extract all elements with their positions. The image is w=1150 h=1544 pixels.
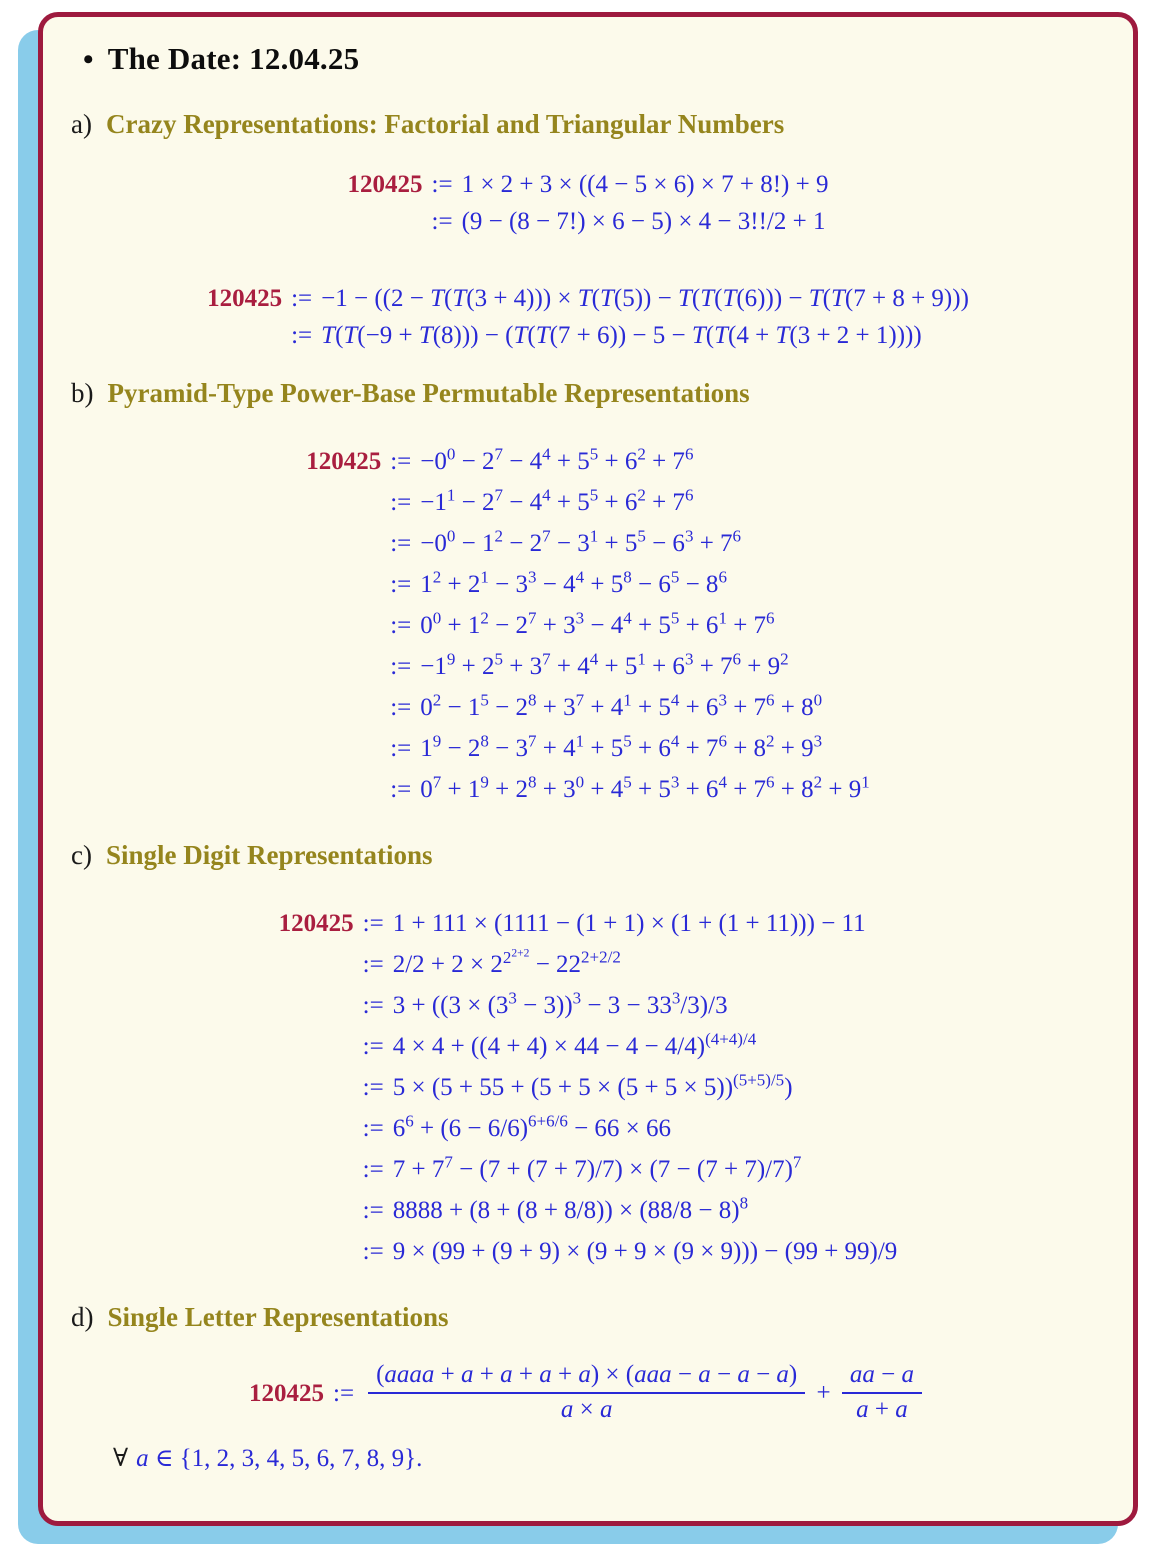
equation-formula: := $1^9 - 2^8 - 3^7 + 4^1 + 5^5 + 6^4 + 7^6 + 8^2 + 9^3$ bbox=[390, 731, 823, 762]
assign-symbol: := bbox=[362, 1156, 384, 1183]
equation-number bbox=[306, 605, 390, 646]
assign-symbol: := bbox=[431, 208, 453, 235]
section-heading-c bbox=[71, 840, 1133, 871]
equation-formula: := $-1^9 + 2^5 + 3^7 + 4^4 + 5^1 + 6^3 + 7^6 + 9^2$ bbox=[390, 649, 789, 680]
equation-number bbox=[306, 646, 390, 687]
equation-number bbox=[279, 985, 363, 1026]
equation-number bbox=[279, 1231, 363, 1272]
equation-number: 120425 bbox=[207, 285, 283, 312]
equation-row bbox=[249, 1363, 927, 1427]
equation-formula: := 9 × (99 + (9 + 9) × (9 + 9 × (9 × 9))) − (99 + 99)/9 bbox=[362, 1238, 898, 1265]
equation-number bbox=[279, 1108, 363, 1149]
equation-formula: := $0^2 - 1^5 - 2^8 + 3^7 + 4^1 + 5^4 + 6^3 + 7^6 + 8^0$ bbox=[390, 690, 823, 721]
section-heading-text: Single Digit Representations bbox=[105, 840, 433, 870]
assign-symbol: := bbox=[362, 1197, 384, 1224]
equation-formula: := $3 + ((3 \times (3^3 - 3))^3 - 3 - 33^3/3)/3$ bbox=[362, 988, 728, 1019]
equation-row bbox=[279, 1231, 898, 1272]
equation-block bbox=[207, 280, 969, 354]
equation-formula: := $7 + 7^7 - (7 + (7 + 7)/7) \times (7 - (7 + 7)/7)^7$ bbox=[362, 1152, 802, 1183]
equation-number bbox=[279, 1149, 363, 1190]
equation-formula: := −1 − ((2 − T(T(3 + 4))) × T(T(5)) − T(T(T(6))) − T(T(7 + 8 + 9))) bbox=[291, 285, 969, 312]
assign-symbol: := bbox=[390, 530, 412, 557]
assign-symbol: := bbox=[362, 951, 384, 978]
equation-formula: := $4 \times 4 + ((4 + 4) \times 44 - 4 - 4/4)^{(4+4)/4}$ bbox=[362, 1029, 757, 1060]
equation-formula: := 1 × 2 + 3 × ((4 − 5 × 6) × 7 + 8!) + 9 bbox=[431, 171, 829, 198]
assign-symbol: := bbox=[390, 776, 412, 803]
assign-symbol: := bbox=[431, 171, 453, 198]
fraction: $\frac{\text{(aaaa + a + a + a + a) × (aaa − a − a − a)}}{a \times a}$ bbox=[368, 1360, 805, 1424]
equation-row bbox=[279, 1067, 898, 1108]
forall-symbol: ∀ bbox=[113, 1445, 129, 1472]
assign-symbol: := bbox=[390, 735, 412, 762]
equation-number bbox=[306, 687, 390, 728]
equation-row bbox=[279, 1108, 898, 1149]
assign-symbol: := bbox=[362, 1074, 384, 1101]
assign-symbol: := bbox=[333, 1379, 355, 1407]
equation-formula: := (9 − (8 − 7!) × 6 − 5) × 4 − 3!!/2 + 1 bbox=[431, 208, 826, 235]
equation-number bbox=[279, 944, 363, 985]
equation-formula: := $-0^0 - 2^7 - 4^4 + 5^5 + 6^2 + 7^6$ bbox=[390, 444, 694, 475]
equation-number bbox=[306, 728, 390, 769]
equation-block bbox=[348, 166, 829, 240]
equation-row bbox=[306, 564, 870, 605]
equation-number bbox=[279, 1026, 363, 1067]
equation-formula: := $0^7 + 1^9 + 2^8 + 3^0 + 4^5 + 5^3 + 6^4 + 7^6 + 8^2 + 9^1$ bbox=[390, 772, 870, 803]
assign-symbol: := bbox=[362, 1238, 384, 1265]
section-heading-a bbox=[71, 109, 1133, 140]
section-heading-b bbox=[71, 378, 1133, 409]
equation-row bbox=[306, 605, 870, 646]
bordered-note-card bbox=[38, 12, 1138, 1526]
assign-symbol: := bbox=[390, 653, 412, 680]
equation-row bbox=[348, 166, 829, 203]
equation-row bbox=[306, 482, 870, 523]
equation-number: 120425 bbox=[249, 1379, 325, 1407]
section-heading-d bbox=[71, 1302, 1133, 1333]
equation-number bbox=[306, 482, 390, 523]
equation-row bbox=[306, 523, 870, 564]
equation-row bbox=[279, 1149, 898, 1190]
equation-number bbox=[279, 1067, 363, 1108]
assign-symbol: := bbox=[390, 448, 412, 475]
equation-block bbox=[279, 903, 898, 1272]
equation-row bbox=[207, 317, 969, 354]
equation-row bbox=[306, 687, 870, 728]
equation-formula: := $-0^0 - 1^2 - 2^7 - 3^1 + 5^5 - 6^3 + 7^6$ bbox=[390, 526, 742, 557]
assign-symbol: := bbox=[362, 1033, 384, 1060]
section-label: a) bbox=[71, 109, 92, 139]
equation-formula: := $1^2 + 2^1 - 3^3 - 4^4 + 5^8 - 6^5 - 8^6$ bbox=[390, 567, 727, 598]
assign-symbol: := bbox=[390, 489, 412, 516]
section-label: d) bbox=[71, 1302, 94, 1332]
equation-formula: := $6^6 + (6 - 6/6)^{6+6/6} - 66 \times 66$ bbox=[362, 1111, 672, 1142]
equation-block bbox=[249, 1363, 927, 1427]
assign-symbol: := bbox=[390, 612, 412, 639]
equation-number: 120425 bbox=[278, 910, 354, 937]
equation-row bbox=[306, 769, 870, 810]
assign-symbol: := bbox=[362, 992, 384, 1019]
equation-number: 120425 bbox=[306, 448, 382, 475]
equation-number bbox=[306, 523, 390, 564]
section-label: b) bbox=[71, 378, 94, 408]
equation-formula: := $8888 + (8 + (8 + 8/8)) \times (88/8 - 8)^8$ bbox=[362, 1193, 749, 1224]
equation-number bbox=[306, 564, 390, 605]
section-b bbox=[43, 378, 1133, 810]
equation-row bbox=[306, 728, 870, 769]
equation-formula: := 1 + 111 × (1111 − (1 + 1) × (1 + (1 + 11))) − 11 bbox=[362, 910, 866, 937]
assign-symbol: := bbox=[291, 322, 313, 349]
assign-symbol: := bbox=[390, 694, 412, 721]
sections-container bbox=[43, 109, 1133, 1473]
equation-row bbox=[279, 985, 898, 1026]
section-heading-text: Single Letter Representations bbox=[107, 1302, 449, 1332]
equation-block bbox=[306, 441, 870, 810]
equation-formula: := $-1^1 - 2^7 - 4^4 + 5^5 + 6^2 + 7^6$ bbox=[390, 485, 694, 516]
section-d bbox=[43, 1302, 1133, 1473]
section-heading-text: Crazy Representations: Factorial and Triangular Numbers bbox=[105, 109, 785, 139]
bullet-icon: • bbox=[83, 43, 94, 76]
equation-number bbox=[348, 203, 432, 240]
equation-row bbox=[279, 1190, 898, 1231]
equation-row bbox=[279, 1026, 898, 1067]
equation-formula: := T(T(−9 + T(8))) − (T(T(7 + 6)) − 5 − T(T(4 + T(3 + 2 + 1)))) bbox=[291, 322, 922, 349]
forall-note: ∀ a ∈ {1, 2, 3, 4, 5, 6, 7, 8, 9}. bbox=[113, 1445, 423, 1472]
equation-number: 120425 bbox=[347, 171, 423, 198]
section-c bbox=[43, 840, 1133, 1272]
equation-number bbox=[279, 1190, 363, 1231]
fraction: $\frac{aa - a}{a + a}$ bbox=[842, 1360, 922, 1424]
equation-row bbox=[306, 646, 870, 687]
equation-formula: := $\frac{\text{(aaaa + a + a + a + a) × (aaa − a − a − a)}}{a \times a}$ + $\frac{aa - a}{a + a}$ bbox=[333, 1363, 927, 1427]
equation-number bbox=[207, 317, 291, 354]
equation-row bbox=[306, 441, 870, 482]
section-label: c) bbox=[71, 840, 92, 870]
equation-formula: := $2/2 + 2 \times 2^{2^{2+2}} - 22^{2+2/2}$ bbox=[362, 946, 621, 978]
page-title bbox=[83, 41, 1133, 77]
equation-formula: := $0^0 + 1^2 - 2^7 + 3^3 - 4^4 + 5^5 + 6^1 + 7^6$ bbox=[390, 608, 775, 639]
page-title-text: The Date: 12.04.25 bbox=[107, 41, 360, 76]
equation-row bbox=[207, 280, 969, 317]
assign-symbol: := bbox=[390, 571, 412, 598]
assign-symbol: := bbox=[291, 285, 313, 312]
equation-row bbox=[348, 203, 829, 240]
equation-formula: := $5 \times (5 + 55 + (5 + 5 \times (5 + 5 \times 5))^{(5+5)/5})$ bbox=[362, 1070, 793, 1101]
section-a bbox=[43, 109, 1133, 354]
section-heading-text: Pyramid-Type Power-Base Permutable Representations bbox=[107, 378, 750, 408]
assign-symbol: := bbox=[362, 910, 384, 937]
assign-symbol: := bbox=[362, 1115, 384, 1142]
equation-number bbox=[306, 769, 390, 810]
equation-row bbox=[279, 944, 898, 985]
equation-row bbox=[279, 903, 898, 944]
